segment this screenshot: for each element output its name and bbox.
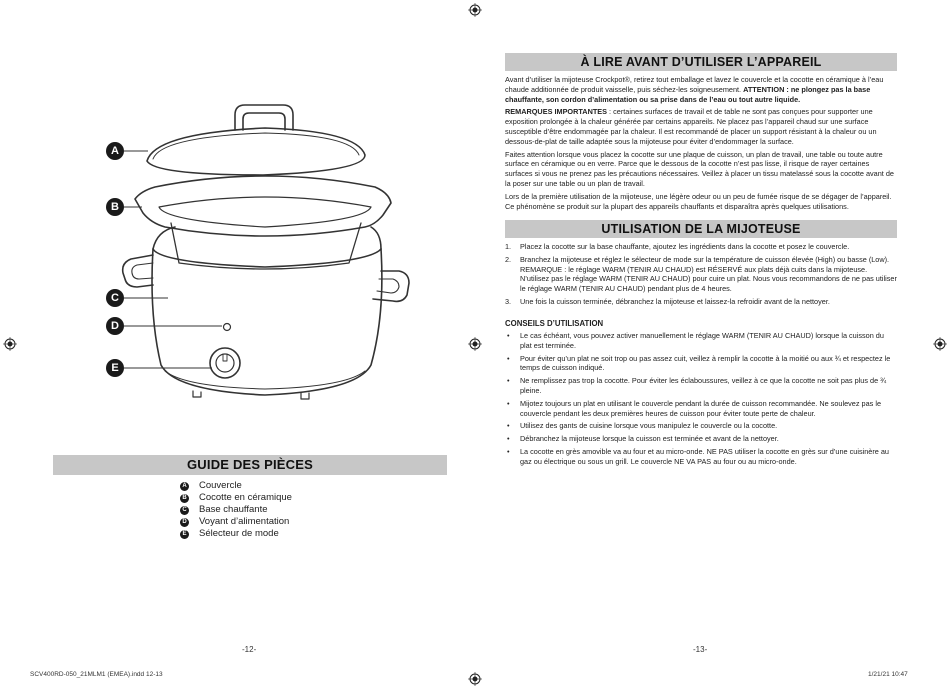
step-number: 1. — [505, 242, 512, 251]
list-item — [505, 242, 897, 252]
list-item: • Ne remplissez pas trop la cocotte. Pour éviter les éclaboussures, veillez à ce que la cocotte ne soit pas plus de ¾ pleine. — [505, 376, 897, 396]
step-text: Une fois la cuisson terminée, débranchez la mijoteuse et laissez-la refroidir avant de la nettoyer. — [520, 296, 830, 306]
part-label: Cocotte en céramique — [199, 492, 292, 503]
list-item: • Pour éviter qu’un plat ne soit trop ou pas assez cuit, veillez à remplir la cocotte à la moitié ou aux ¾ et respectez le temps de cuisson indiqué. — [505, 354, 897, 374]
remarks-heading: REMARQUES IMPORTANTES — [505, 107, 608, 117]
callout-b-badge: B — [106, 198, 124, 216]
list-item — [180, 516, 292, 528]
part-letter-badge: E — [180, 530, 189, 539]
part-letter-badge: D — [180, 518, 189, 527]
callout-a-badge: A — [106, 142, 124, 160]
list-item — [180, 504, 292, 516]
step-number: 2. — [505, 254, 512, 264]
callout-e-badge: E — [106, 359, 124, 377]
part-label: Voyant d’alimentation — [199, 516, 290, 527]
part-letter-badge: B — [180, 494, 189, 503]
intro-paragraph — [505, 75, 897, 104]
remarks-paragraph — [505, 107, 897, 146]
callout-d-badge: D — [106, 317, 124, 335]
parts-list — [180, 480, 292, 540]
warning-text: ATTENTION : ne plongez pas la base chauffante, son cordon d’alimentation ou sa prise dans de l’eau ou tout autre liquide. — [505, 84, 871, 104]
before-use-title: À LIRE AVANT D’UTILISER L’APPAREIL — [505, 53, 897, 71]
part-letter-badge: A — [180, 482, 189, 491]
part-label: Couvercle — [199, 480, 242, 491]
callout-c-badge: C — [106, 289, 124, 307]
list-item: • La cocotte en grès amovible va au four et au micro-onde. NE PAS utiliser la cocotte en grès sur d’une cuisinère au gaz ou électrique ou sous un grill. Le couvercle NE VA PAS au four ou au micro-onde. — [505, 447, 897, 467]
footer-date: 1/21/21 10:47 — [868, 671, 908, 678]
list-item: • Utilisez des gants de cuisine lorsque vous manipulez le couvercle ou la cocotte. — [505, 421, 897, 431]
step-number: 3. — [505, 296, 512, 306]
parts-guide-title: GUIDE DES PIÈCES — [53, 455, 447, 475]
footer-file-name: SCV400RD-050_21MLM1 (EMEA).indd 12-13 — [30, 671, 163, 678]
step-text: Placez la cocotte sur la base chauffante, ajoutez les ingrédients dans la cocotte et posez le couvercle. — [520, 242, 850, 251]
list-item — [180, 528, 292, 540]
list-item — [180, 492, 292, 504]
list-item — [505, 297, 897, 307]
tips-heading: CONSEILS D’UTILISATION — [505, 319, 604, 328]
intro-text: Avant d’utiliser la mijoteuse Crockpot®, retirez tout emballage et lavez le couvercle et la cocotte en céramique à l’eau chaude additionnée de produit vaisselle, puis séchez-les soigneusement. — [505, 75, 884, 94]
list-item — [505, 255, 897, 294]
surface-paragraph: Faites attention lorsque vous placez la cocotte sur une plaque de cuisson, un plan de travail, une table ou toute autre surface en céramique ou en verre. Parce que le dessous de la cocotte n’est pas lisse, il risque de rayer certaines surfaces si vous ne prenez pas les précautions nécessaires. Veillez à placer un tissu matelassé sous la cocotte avant de la poser sur une table ou un plan de travail. — [505, 149, 894, 188]
tips-list — [505, 331, 897, 470]
first-use-paragraph: Lors de la première utilisation de la mijoteuse, une légère odeur ou un peu de fumée risque de se dégager de l’appareil. Ce phénomène se produit sur la plupart des appareils chauffants et disparaîtra après quelques utilisations. — [505, 191, 892, 211]
list-item — [180, 480, 292, 492]
left-page-number: -12- — [242, 645, 257, 654]
list-item: • Le cas échéant, vous pouvez activer manuellement le réglage WARM (TENIR AU CHAUD) lorsque la cuisson du plat est terminée. — [505, 331, 897, 351]
part-label: Base chauffante — [199, 504, 268, 515]
part-letter-badge: C — [180, 506, 189, 515]
usage-title: UTILISATION DE LA MIJOTEUSE — [505, 220, 897, 238]
usage-steps — [505, 242, 897, 310]
part-label: Sélecteur de mode — [199, 528, 279, 539]
step-text: Branchez la mijoteuse et réglez le sélecteur de mode sur la température de cuisson élevée (High) ou basse (Low). REMARQUE : le réglage WARM (TENIR AU CHAUD) est RÉSERVÉ aux plats déjà cuits dans la mijoteuse. N’utilisez pas le réglage WARM (TENIR AU CHAUD) pour cuire un plat. Nous vous recommandons de ne pas utiliser le réglage WARM (TENIR AU CHAUD) pendant plus de 4 heures. — [520, 254, 897, 294]
list-item: • Mijotez toujours un plat en utilisant le couvercle pendant la durée de cuisson recommandée. Ne soulevez pas le couvercle pendant les deux premières heures de cuisson pour éviter toute perte de chaleur. — [505, 399, 897, 419]
remarks-text: : certaines surfaces de travail et de table ne sont pas conçues pour supporter une exposition prolongée à la chaleur générée par certains appareils. Ne placez pas l’appareil chaud sur une surface susceptible d’être endommagée par la chaleur. Il est recommandé de placer un support résistant à la chaleur ou un dessous-de-plat de taille adaptée sous la mijoteuse pour éviter d’endommager la surface. — [505, 107, 877, 146]
before-use-section — [505, 75, 897, 214]
list-item: • Débranchez la mijoteuse lorsque la cuisson est terminée et avant de la nettoyer. — [505, 434, 897, 444]
right-page-number: -13- — [693, 645, 708, 654]
